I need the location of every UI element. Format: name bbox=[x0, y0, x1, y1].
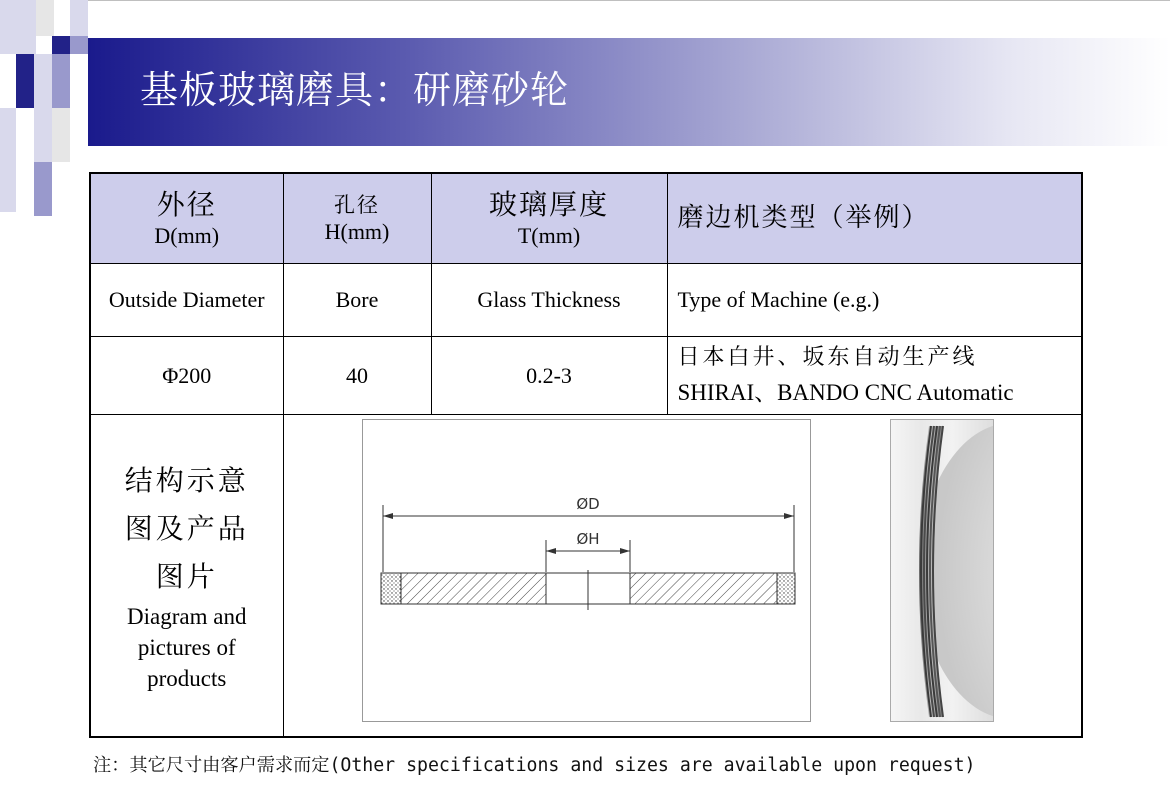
arrow-left-d bbox=[383, 513, 393, 519]
value-bore: 40 bbox=[346, 362, 368, 388]
header-diameter bbox=[90, 173, 283, 263]
diagram-label-cell bbox=[90, 414, 283, 737]
cell-machine-type: Type of Machine (e.g.) bbox=[677, 287, 880, 312]
deco-square bbox=[52, 54, 70, 108]
header-row bbox=[90, 173, 1082, 263]
diagram-label-cn-1: 结构示意 bbox=[124, 463, 249, 497]
value-machine-cn: 日本白井、坂东自动生产线 bbox=[677, 344, 978, 370]
value-diameter: Φ200 bbox=[162, 362, 212, 388]
deco-square bbox=[70, 0, 88, 36]
header-thickness bbox=[431, 173, 667, 263]
header-thickness-unit: T(mm) bbox=[517, 222, 581, 248]
deco-square bbox=[34, 162, 52, 216]
header-machine-cn: 磨边机类型（举例） bbox=[677, 203, 930, 234]
product-photo bbox=[890, 419, 994, 722]
header-machine bbox=[667, 173, 1082, 263]
deco-square bbox=[34, 54, 52, 108]
deco-square bbox=[52, 108, 70, 162]
top-rule bbox=[88, 0, 1170, 1]
dim-label-h: ØH bbox=[576, 530, 600, 548]
header-diameter-cn: 外径 bbox=[156, 187, 217, 221]
deco-square bbox=[70, 36, 88, 54]
deco-square bbox=[16, 54, 34, 108]
diagram-label-en: Diagram and pictures of products bbox=[127, 603, 247, 691]
deco-square bbox=[52, 36, 70, 54]
diagram-label-cn-3: 图片 bbox=[155, 559, 218, 593]
wheel-body-right bbox=[630, 573, 777, 604]
arrow-left-h bbox=[546, 548, 556, 554]
deco-square bbox=[36, 0, 54, 36]
diagram-label-cn-2: 图及产品 bbox=[124, 511, 249, 545]
english-row bbox=[90, 263, 1082, 336]
deco-square bbox=[34, 108, 52, 162]
deco-square bbox=[0, 0, 36, 54]
deco-square bbox=[0, 108, 16, 212]
page-title: 基板玻璃磨具：研磨砂轮 bbox=[140, 68, 570, 112]
arrow-right-h bbox=[620, 548, 630, 554]
wheel-body-left bbox=[401, 573, 546, 604]
header-thickness-cn: 玻璃厚度 bbox=[488, 187, 609, 221]
cell-glass-thickness: Glass Thickness bbox=[477, 287, 621, 312]
footnote: 注：其它尺寸由客户需求而定(Other specifications and sizes are available upon request) bbox=[93, 755, 976, 776]
abrasive-rim-right bbox=[777, 573, 795, 604]
structure-diagram bbox=[362, 419, 811, 722]
cell-bore: Bore bbox=[335, 287, 379, 312]
value-thickness: 0.2-3 bbox=[526, 362, 572, 388]
header-bore-unit: H(mm) bbox=[324, 218, 390, 244]
header-diameter-unit: D(mm) bbox=[154, 222, 220, 248]
arrow-right-d bbox=[784, 513, 794, 519]
value-machine-en: SHIRAI、BANDO CNC Automatic bbox=[677, 379, 1014, 405]
dim-label-d: ØD bbox=[576, 495, 600, 513]
header-bore bbox=[283, 173, 431, 263]
values-row bbox=[90, 336, 1082, 414]
header-bore-cn: 孔径 bbox=[334, 192, 380, 217]
cell-outside-diameter: Outside Diameter bbox=[108, 287, 265, 312]
abrasive-rim-left bbox=[381, 573, 401, 604]
